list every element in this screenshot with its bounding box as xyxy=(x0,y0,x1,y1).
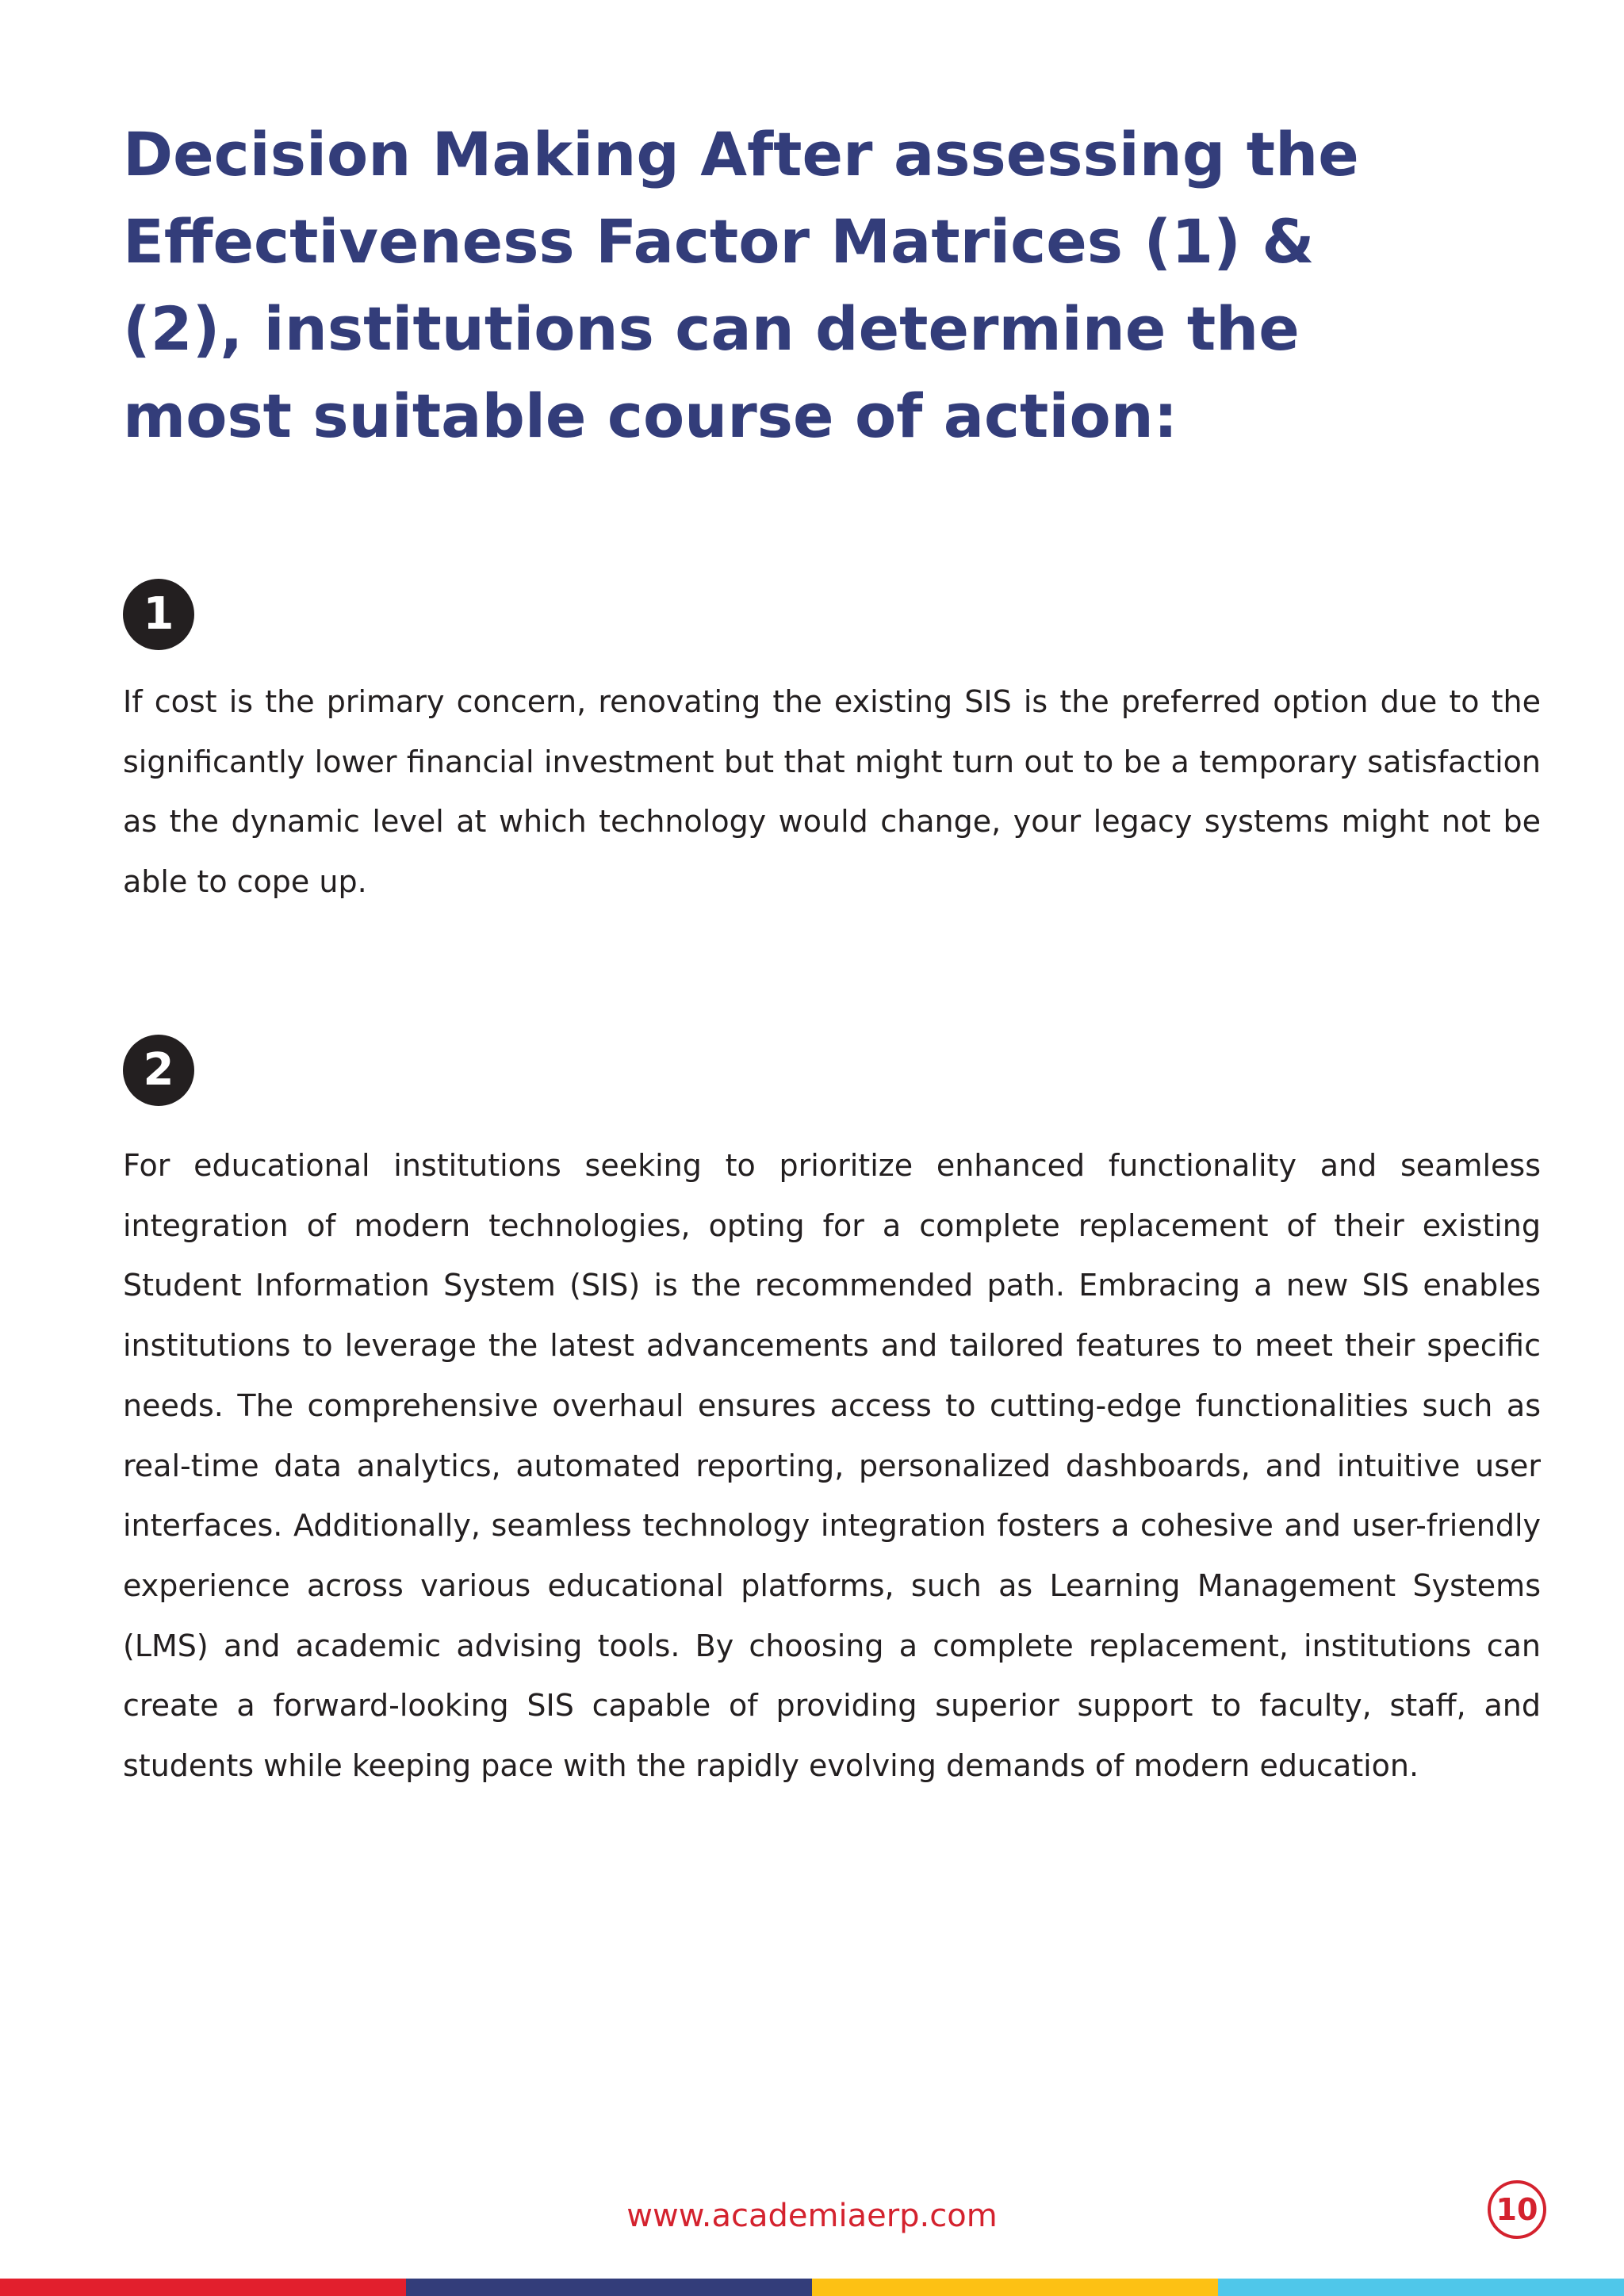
section-paragraph: If cost is the primary concern, renovating the existing SIS is the preferred option due to the significantly lower financial investment but that might turn out to be a temporary satisfaction as the dynamic level at which technology would change, your legacy systems might not be able to cope up. xyxy=(123,684,1541,900)
section-number-badge: 2 xyxy=(123,1035,194,1106)
section-paragraph: For educational institutions seeking to prioritize enhanced functionality and seamless integration of modern technologies, opting for a complete replacement of their existing Student Information System (SIS) is the recommended path. Embracing a new SIS enables institutions to leverage the latest advancements and tailored features to meet their specific needs. The comprehensive overhaul ensures access to cutting-edge functionalities such as real-time data analytics, automated reporting, personalized dashboards, and intuitive user interfaces. Additionally, seamless technology integration fosters a cohesive and user-friendly experience across various educational platforms, such as Learning Management Systems (LMS) and academic advising tools. By choosing a complete replacement, institutions can create a forward-looking SIS capable of providing superior support to faculty, staff, and students while keeping pace with the rapidly evolving demands of modern education. xyxy=(123,1148,1541,1784)
footer-stripe-yellow xyxy=(812,2279,1218,2296)
page-title: Decision Making After assessing the Effectiveness Factor Matrices (1) & (2), institutions can determine the most suitable course of action: xyxy=(123,119,1359,451)
section-number-badge: 1 xyxy=(123,579,194,650)
footer-stripe-navy xyxy=(406,2279,812,2296)
page-number-badge: 10 xyxy=(1488,2180,1546,2239)
footer-stripe-red xyxy=(0,2279,406,2296)
footer-website-link[interactable]: www.academiaerp.com xyxy=(626,2198,998,2234)
footer-stripe-cyan xyxy=(1218,2279,1624,2296)
